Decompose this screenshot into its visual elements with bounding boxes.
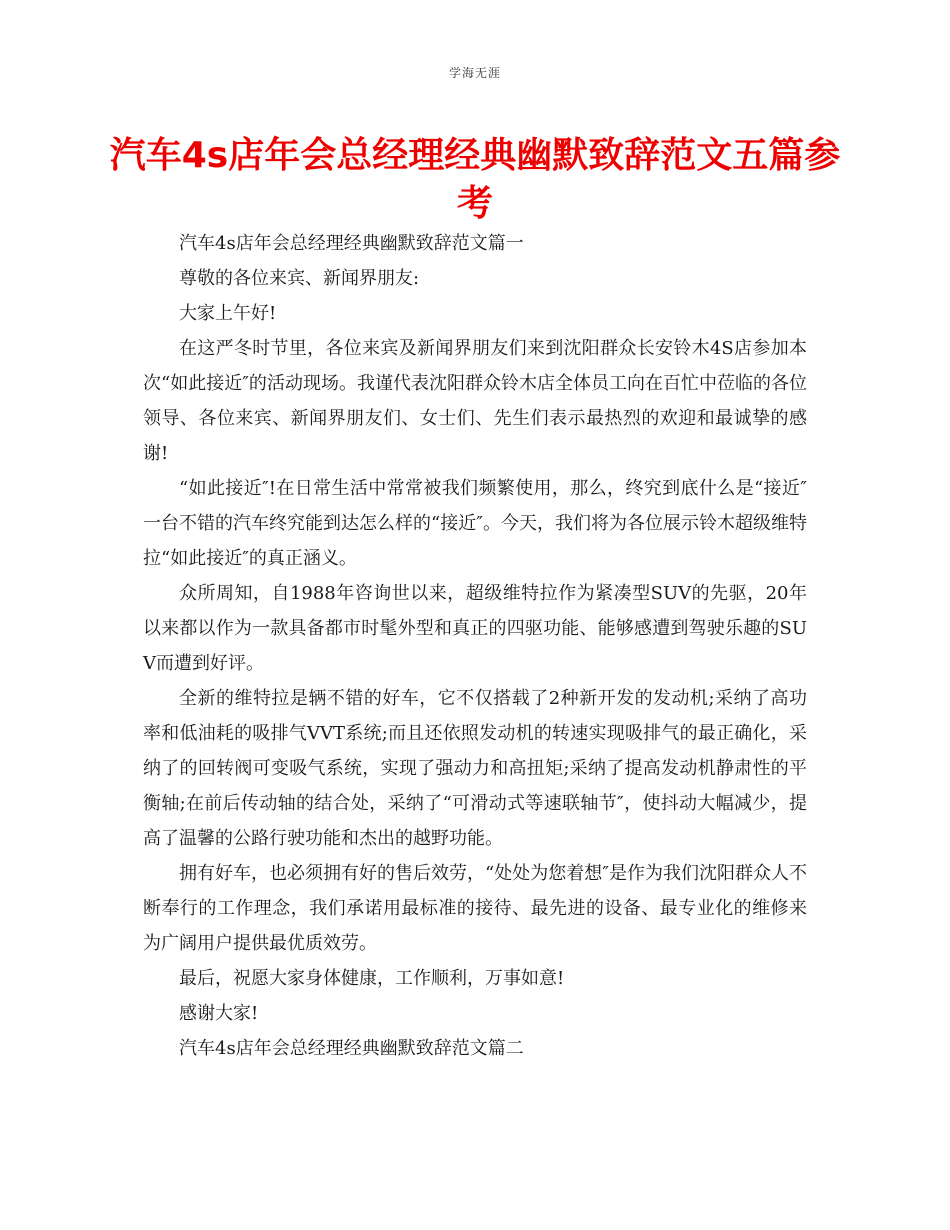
paragraph: “如此接近″!在日常生活中常常被我们频繁使用，那么，终究到底什么是“接近″一台不错的汽车终究能到达怎么样的“接近″。今天，我们将为各位展示铃木超级维特拉“如此接近″的真正涵义。: [143, 478, 807, 569]
paragraph: 众所周知，自1988年咨询世以来，超级维特拉作为紧凑型SUV的先驱，20年以来都以作为一款具备都市时髦外型和真正的四驱功能、能够感遭到驾驶乐趣的SUV而遭到好评。: [143, 583, 807, 674]
paragraph: 在这严冬时节里，各位来宾及新闻界朋友们来到沈阳群众长安铃木4S店参加本次“如此接近″的活动现场。我谨代表沈阳群众铃木店全体员工向在百忙中莅临的各位领导、各位来宾、新闻界朋友们、女士们、先生们表示最热烈的欢迎和最诚挚的感谢!: [143, 338, 807, 464]
document-body: [143, 226, 807, 1066]
greeting: 大家上午好!: [179, 303, 277, 324]
salutation: 尊敬的各位来宾、新闻界朋友:: [179, 268, 420, 289]
paragraph: 拥有好车，也必须拥有好的售后效劳，“处处为您着想″是作为我们沈阳群众人不断奉行的工作理念，我们承诺用最标准的接待、最先进的设备、最专业化的维修来为广阔用户提供最优质效劳。: [143, 863, 807, 954]
closing-wishes: 最后，祝愿大家身体健康，工作顺利，万事如意!: [179, 968, 565, 989]
thanks: 感谢大家!: [179, 1003, 259, 1024]
document-title: 汽车4s店年会总经理经典幽默致辞范文五篇参考: [109, 135, 841, 224]
section-heading-1: 汽车4s店年会总经理经典幽默致辞范文篇一: [179, 233, 524, 254]
paragraph: 全新的维特拉是辆不错的好车，它不仅搭载了2种新开发的发动机;采纳了高功率和低油耗的吸排气VVT系统;而且还依照发动机的转速实现吸排气的最正确化，采纳了的回转阀可变吸气系统，实现了强动力和高扭矩;采纳了提高发动机静肃性的平衡轴;在前后传动轴的结合处，采纳了“可滑动式等速联轴节″，使抖动大幅减少，提高了温馨的公路行驶功能和杰出的越野功能。: [143, 688, 807, 849]
page-header: 学海无涯: [448, 66, 501, 80]
section-heading-2: 汽车4s店年会总经理经典幽默致辞范文篇二: [179, 1038, 524, 1059]
